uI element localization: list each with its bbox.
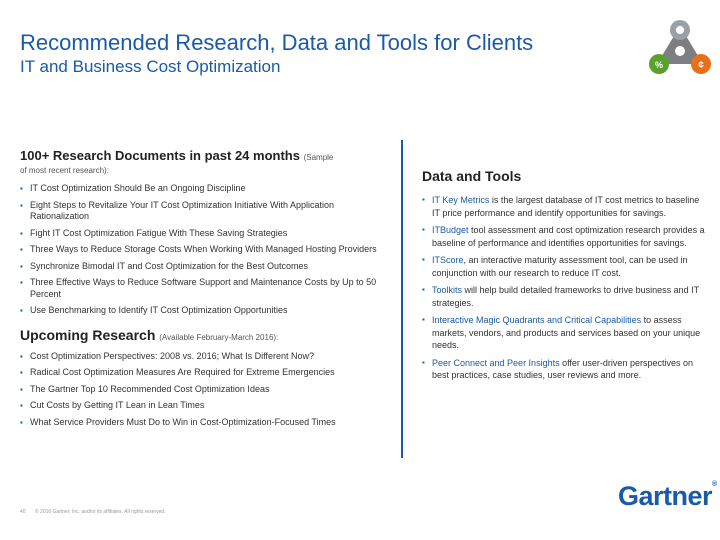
research-note-a: (Sample xyxy=(303,153,334,162)
list-item-text: Synchronize Bimodal IT and Cost Optimization for the Best Outcomes xyxy=(30,260,308,271)
bullet-icon: ▪ xyxy=(20,200,23,210)
list-item xyxy=(422,357,707,382)
tools-list xyxy=(422,194,707,382)
bullet-icon: ▪ xyxy=(20,278,23,287)
list-item xyxy=(422,194,707,219)
list-item xyxy=(422,224,707,249)
list-item[interactable] xyxy=(20,277,385,300)
list-item-text: Three Effective Ways to Reduce Software Support and Maintenance Costs by Up to 50 Percent xyxy=(30,277,377,299)
magic-quadrants-link[interactable]: Interactive Magic Quadrants and Critical Capabilities xyxy=(432,315,642,325)
logo-reg: ® xyxy=(712,481,717,488)
bullet-icon: ▪ xyxy=(20,228,23,238)
peer-connect-link[interactable]: Peer Connect and Peer Insights xyxy=(432,357,560,368)
list-item-text: to assess markets, vendors, and products and services based on your unique needs. xyxy=(432,315,701,350)
list-item[interactable] xyxy=(20,417,385,429)
bullet-icon: ▪ xyxy=(20,261,23,271)
list-item-text: tool assessment and cost optimization research provides a baseline of performance and identifies opportunities for savings. xyxy=(432,225,705,248)
bullet-icon: ▪ xyxy=(422,315,425,324)
list-item[interactable] xyxy=(20,351,385,363)
list-item[interactable] xyxy=(20,261,385,273)
bullet-icon: ▪ xyxy=(20,368,23,377)
logo-text: Gartner xyxy=(618,481,713,511)
bullet-icon: ▪ xyxy=(422,225,425,234)
list-item-text: IT Cost Optimization Should Be an Ongoing Discipline xyxy=(30,183,246,193)
svg-text:%: % xyxy=(654,60,664,70)
bullet-icon: ▪ xyxy=(20,384,23,394)
research-heading xyxy=(20,148,385,166)
list-item xyxy=(422,284,707,309)
bullet-icon: ▪ xyxy=(422,255,425,264)
list-item[interactable] xyxy=(20,384,385,396)
list-item-text: Cut Costs by Getting IT Lean in Lean Times xyxy=(30,400,205,410)
list-item[interactable] xyxy=(20,400,385,412)
page-title: Recommended Research, Data and Tools for Clients xyxy=(20,30,534,55)
list-item[interactable] xyxy=(20,228,385,240)
upcoming-heading xyxy=(20,327,385,343)
itscore-link[interactable]: ITScore xyxy=(432,255,464,265)
research-note-b: of most recent research): xyxy=(20,166,109,175)
list-item xyxy=(422,254,707,279)
bullet-icon: ▪ xyxy=(422,195,425,204)
upcoming-list xyxy=(20,351,385,429)
bullet-icon: ▪ xyxy=(422,285,425,294)
tools-column xyxy=(422,168,707,387)
bullet-icon: ▪ xyxy=(20,306,23,315)
bullet-icon: ▪ xyxy=(20,184,23,193)
column-divider xyxy=(401,140,403,458)
tools-heading: Data and Tools xyxy=(422,168,522,184)
list-item-text: offer user-driven perspectives on best practices, case studies, user reviews and more. xyxy=(432,357,693,380)
list-item xyxy=(422,314,707,352)
bullet-icon: ▪ xyxy=(20,245,23,254)
svg-text:¢: ¢ xyxy=(698,60,704,71)
list-item[interactable] xyxy=(20,305,385,317)
list-item[interactable] xyxy=(20,367,385,379)
research-list xyxy=(20,183,385,317)
toolkits-link[interactable]: Toolkits xyxy=(432,285,463,295)
list-item-text: is the largest database of IT cost metrics to baseline IT price performance and identify opportunities for savings. xyxy=(432,195,700,218)
list-item[interactable] xyxy=(20,183,385,195)
bullet-icon: ▪ xyxy=(20,351,23,361)
bullet-icon: ▪ xyxy=(20,417,23,427)
list-item-text: , an interactive maturity assessment tool, can be used in conjunction with our research to reduce IT cost. xyxy=(432,255,688,278)
cost-optimization-emblem-icon xyxy=(645,18,715,80)
list-item-text: will help build detailed frameworks to drive business and IT strategies. xyxy=(432,285,699,308)
bullet-icon: ▪ xyxy=(422,357,425,367)
copyright: © 2016 Gartner, Inc. and/or its affiliates. All rights reserved. xyxy=(34,509,166,515)
list-item-text: Eight Steps to Revitalize Your IT Cost Optimization Initiative With Application Rationalization xyxy=(30,199,334,221)
list-item[interactable] xyxy=(20,200,385,223)
list-item[interactable] xyxy=(20,244,385,256)
upcoming-note: (Available February-March 2016): xyxy=(159,332,279,342)
gartner-logo xyxy=(618,481,717,512)
list-item-text: The Gartner Top 10 Recommended Cost Optimization Ideas xyxy=(30,383,270,394)
page-subtitle: IT and Business Cost Optimization xyxy=(20,57,281,76)
list-item-text: What Service Providers Must Do to Win in Cost-Optimization-Focused Times xyxy=(30,416,336,427)
it-key-metrics-link[interactable]: IT Key Metrics xyxy=(432,195,490,205)
list-item-text: Fight IT Cost Optimization Fatigue With These Saving Strategies xyxy=(30,227,288,238)
itbudget-link[interactable]: ITBudget xyxy=(432,225,469,235)
list-item-text: Use Benchmarking to Identify IT Cost Optimization Opportunities xyxy=(30,305,288,315)
footer xyxy=(20,509,166,515)
upcoming-heading-text: Upcoming Research xyxy=(20,326,156,343)
list-item-text: Three Ways to Reduce Storage Costs When Working With Managed Hosting Providers xyxy=(30,244,377,254)
list-item-text: Cost Optimization Perspectives: 2008 vs. 2016; What Is Different Now? xyxy=(30,350,314,361)
research-heading-text: 100+ Research Documents in past 24 months xyxy=(20,148,300,163)
page-number: 40 xyxy=(20,509,26,515)
list-item-text: Radical Cost Optimization Measures Are Required for Extreme Emergencies xyxy=(30,367,335,377)
bullet-icon: ▪ xyxy=(20,401,23,410)
research-column xyxy=(20,148,385,433)
